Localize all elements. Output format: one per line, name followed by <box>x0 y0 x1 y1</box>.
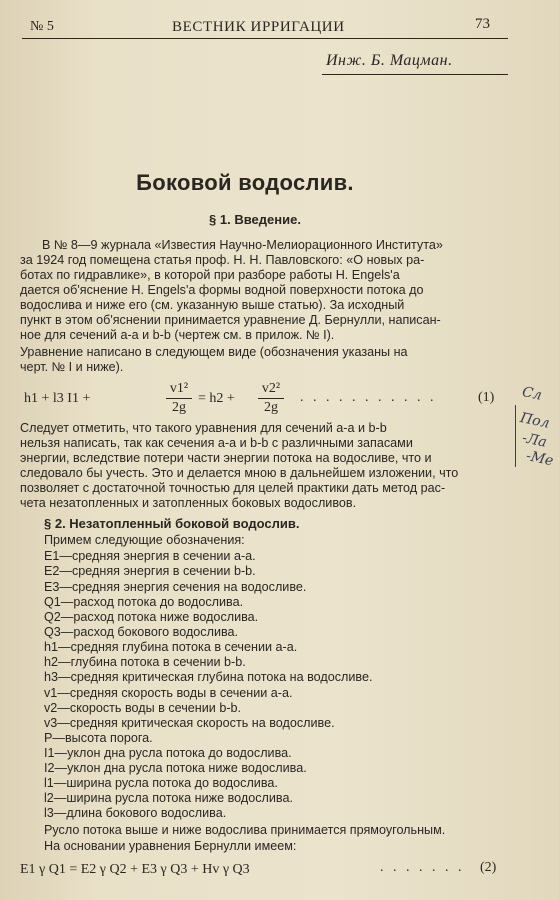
fraction-numerator: v1² <box>169 381 189 396</box>
fraction-bar <box>166 398 192 399</box>
notation-item: v3—средняя критическая скорость на водосливе. <box>44 716 335 730</box>
notation-item: v2—скорость воды в сечении b-b. <box>44 701 242 715</box>
text-line: черт. № I и ниже). <box>20 360 124 374</box>
author-line: Инж. Б. Мацман. <box>326 52 453 69</box>
section-2-heading: § 2. Незатопленный боковой водослив. <box>44 516 300 531</box>
text-line: чета незатопленных и затопленных боковых водосливов. <box>20 496 357 510</box>
article-title: Боковой водослив. <box>136 170 354 195</box>
text-line: дается об'яснение Н. Engels'а формы водной поверхности потока до <box>20 283 424 297</box>
text-line: следовало бы учесть. Это и делается мною в дальнейшем изложении, что <box>20 466 459 480</box>
fraction-bar <box>258 398 284 399</box>
journal-title: ВЕСТНИК ИРРИГАЦИИ <box>172 19 345 35</box>
notation-item: l3—длина бокового водослива. <box>44 806 227 820</box>
header-rule <box>22 38 508 39</box>
notation-item: l2—ширина русла потока ниже водослива. <box>44 791 293 805</box>
notation-item: Q2—расход потока ниже водослива. <box>44 610 259 624</box>
notation-item: I2—уклон дна русла потока ниже водослива. <box>44 761 307 775</box>
margin-handwriting: Пол <box>518 410 551 432</box>
equation-1-left: h1 + l3 I1 + <box>24 391 91 406</box>
fraction-denominator: 2g <box>264 400 278 415</box>
text-line: На основании уравнения Бернулли имеем: <box>44 839 297 853</box>
notation-intro: Примем следующие обозначения: <box>44 533 245 547</box>
page-number: 73 <box>475 16 490 32</box>
equation-2: E1 γ Q1 = E2 γ Q2 + E3 γ Q3 + Hv γ Q3 <box>20 862 250 877</box>
notation-item: h2—глубина потока в сечении b-b. <box>44 655 246 669</box>
notation-item: v1—средняя скорость воды в сечении а-а. <box>44 686 293 700</box>
margin-handwriting: Сл <box>520 384 544 404</box>
text-line: нельзя написать, так как сечения а-а и b-b с различными запасами <box>20 436 413 450</box>
notation-item: I1—уклон дна русла потока до водослива. <box>44 746 292 760</box>
equation-2-number: (2) <box>480 860 497 875</box>
notation-item: Q3—расход бокового водослива. <box>44 625 239 639</box>
text-line: Русло потока выше и ниже водослива принимается прямоугольным. <box>44 823 446 837</box>
author-underline <box>322 74 508 75</box>
issue-number: № 5 <box>30 19 54 34</box>
notation-item: h1—средняя глубина потока в сечении а-а. <box>44 640 298 654</box>
text-line: за 1924 год помещена статья проф. Н. Н. Павловского: «О новых ра- <box>20 253 425 267</box>
margin-handwriting: -Ме <box>524 448 555 470</box>
text-line: Следует отметить, что такого уравнения для сечений а-а и b-b <box>20 421 387 435</box>
equation-1-fraction-1 <box>166 381 192 416</box>
notation-item: Q1—расход потока до водослива. <box>44 595 244 609</box>
text-line: Уравнение написано в следующем виде (обозначения указаны на <box>20 345 408 359</box>
margin-pencil-line <box>515 405 516 467</box>
equation-1-leader-dots: . . . . . . . . . . . <box>300 390 437 405</box>
margin-handwriting: -Ла <box>520 430 549 451</box>
notation-item: E1—средняя энергия в сечении а-а. <box>44 549 256 563</box>
notation-item: E2—средняя энергия в сечении b-b. <box>44 564 256 578</box>
fraction-denominator: 2g <box>172 400 186 415</box>
notation-item: h3—средняя критическая глубина потока на водосливе. <box>44 670 373 684</box>
equation-1-number: (1) <box>478 390 495 405</box>
text-line: ботах по гидравлике», в которой при разборе работы Н. Engels'а <box>20 268 400 282</box>
equation-1-fraction-2 <box>258 381 284 416</box>
equation-2-leader-dots: . . . . . . . <box>380 860 465 875</box>
equation-1-middle: = h2 + <box>198 391 235 406</box>
notation-item: E3—средняя энергия сечения на водосливе. <box>44 580 307 594</box>
notation-item: l1—ширина русла потока до водослива. <box>44 776 278 790</box>
text-line: позволяет с достаточной точностью для целей практики дать метод рас- <box>20 481 446 495</box>
fraction-numerator: v2² <box>261 381 281 396</box>
running-header <box>22 16 508 38</box>
text-line: ное для сечений а-а и b-b (чертеж см. в прилож. № I). <box>20 328 335 342</box>
text-line: водослива и ниже его (см. указанную выше статью). За исходный <box>20 298 405 312</box>
text-line: В № 8—9 журнала «Известия Научно-Мелиорационного Института» <box>42 238 443 252</box>
text-line: энергии, вследствие потери части энергии потока на водосливе, что и <box>20 451 432 465</box>
section-1-heading: § 1. Введение. <box>209 212 301 227</box>
text-line: пункт в этом об'яснении принимается уравнение Д. Бернулли, написан- <box>20 313 441 327</box>
notation-item: P—высота порога. <box>44 731 153 745</box>
